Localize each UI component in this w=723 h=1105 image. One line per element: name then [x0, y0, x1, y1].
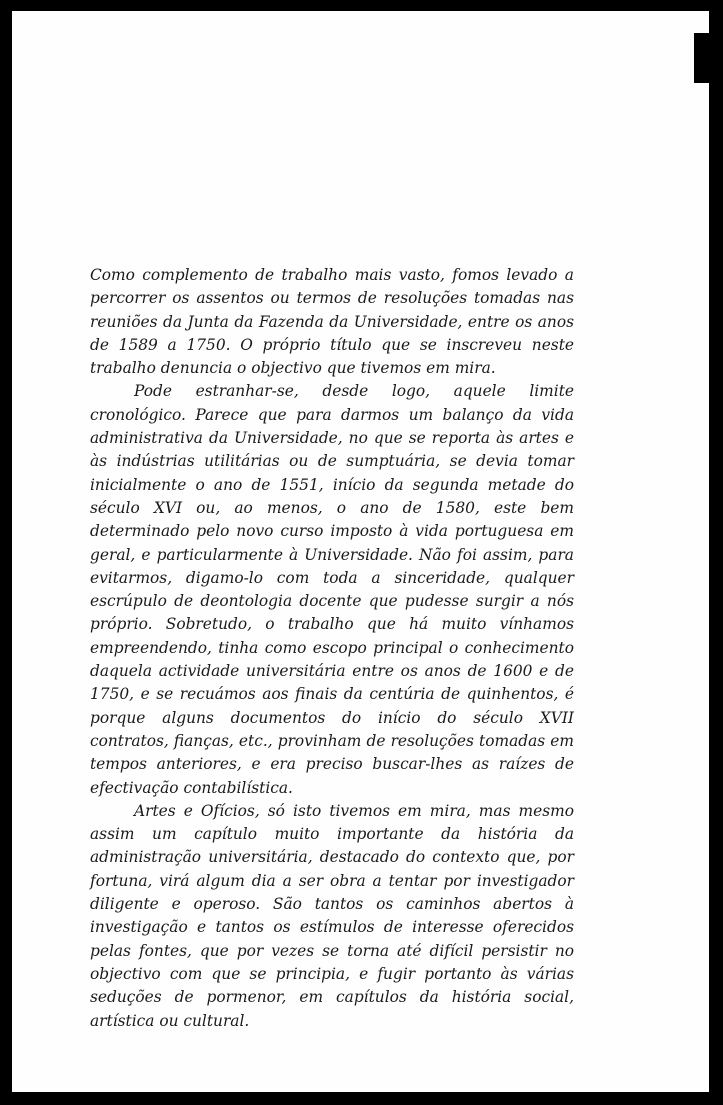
scan-edge-mark — [694, 33, 712, 83]
body-text — [90, 264, 574, 1033]
document-page — [9, 8, 712, 1095]
paragraph-2: Pode estranhar-se, desde logo, aquele limite cronológico. Parece que para darmos um balanço da vida administrativa da Universidade, no que se reporta às artes e às indústrias utilitárias ou de sumptuária, se devia tomar inicialmente o ano de 1551, início da segunda metade do século XVI ou, ao menos, o ano de 1580, este bem determinado pelo novo curso imposto à vida portuguesa em geral, e particularmente à Universidade. Não foi assim, para evitarmos, digamo-lo com toda a sinceridade, qualquer escrúpulo de deontologia docente que pudesse surgir a nós próprio. Sobretudo, o trabalho que há muito vínhamos empreendendo, tinha como escopo principal o conhecimento daquela actividade universitária entre os anos de 1600 e de 1750, e se recuámos aos finais da centúria de quinhentos, é porque alguns documentos do início do século XVII contratos, fianças, etc., provinham de resoluções tomadas em tempos anteriores, e era preciso buscar-lhes as raízes de efectivação contabilística. — [90, 382, 574, 797]
paragraph-3: Artes e Ofícios, só isto tivemos em mira, mas mesmo assim um capítulo muito importante da história da administração universitária, destacado do contexto que, por fortuna, virá algum dia a ser obra a tentar por investigador diligente e operoso. São tantos os caminhos abertos à investigação e tantos os estímulos de interesse oferecidos pelas fontes, que por vezes se torna até difícil persistir no objectivo com que se principia, e fugir portanto às várias seduções de pormenor, em capítulos da história social, artística ou cultural. — [90, 801, 574, 1030]
paragraph-1: Como complemento de trabalho mais vasto, fomos levado a percorrer os assentos ou termos de resoluções tomadas nas reuniões da Junta da Fazenda da Universidade, entre os anos de 1589 a 1750. O próprio título que se inscreveu neste trabalho denuncia o objectivo que tivemos em mira. — [90, 266, 574, 378]
